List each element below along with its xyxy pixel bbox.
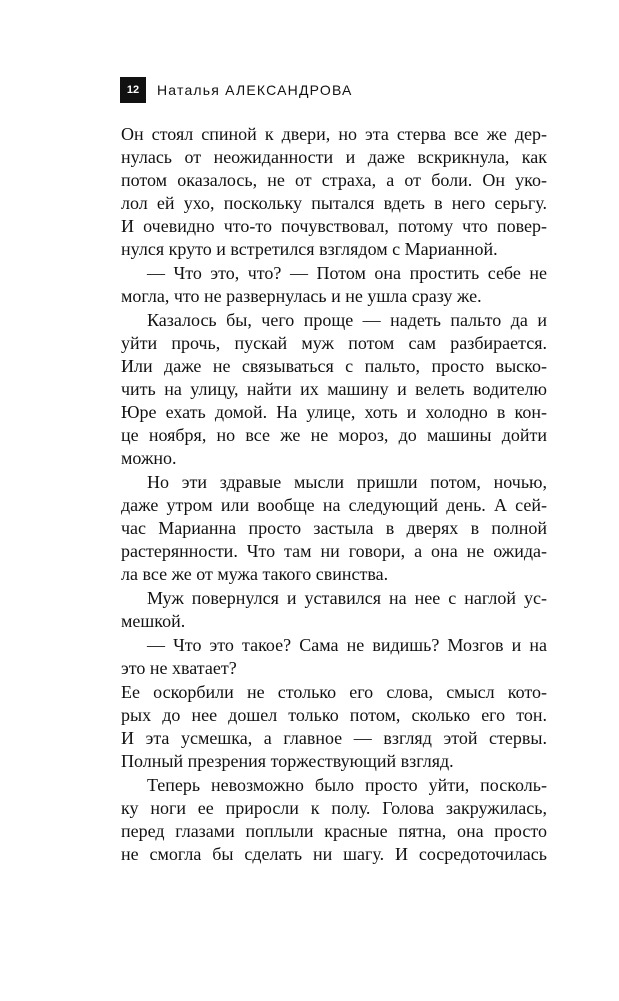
paragraph	[121, 123, 547, 261]
text-line: чить на улицу, найти их машину и велеть водителю	[121, 379, 547, 399]
body-text	[121, 123, 547, 866]
text-line: Но эти здравые мысли пришли потом, ночью,	[147, 472, 547, 492]
paragraph	[121, 587, 547, 633]
text-line: лол ей ухо, поскольку пытался вдеть в него серьгу.	[121, 193, 547, 213]
text-line: це ноября, но все же не мороз, до машины дойти	[121, 425, 547, 445]
text-line: мешкой.	[121, 611, 186, 631]
text-line: Казалось бы, чего проще — надеть пальто да и	[147, 310, 547, 330]
text-line: Юре ехать домой. На улице, хоть и холодно в кон-	[121, 402, 547, 422]
text-line: Теперь невозможно было просто уйти, посколь-	[147, 775, 547, 795]
text-line: даже утром или вообще на следующий день. А сей-	[121, 495, 547, 515]
text-line: — Что это такое? Сама не видишь? Мозгов и на	[147, 635, 547, 655]
paragraph	[121, 774, 547, 866]
text-line: Он стоял спиной к двери, но эта стерва все же дер-	[121, 124, 547, 144]
text-line: Или даже не связываться с пальто, просто выско-	[121, 356, 547, 376]
text-line: час Марианна просто застыла в дверях в полной	[121, 518, 547, 538]
text-line: растерянности. Что там ни говори, а она не ожида-	[121, 541, 547, 561]
text-line: потом оказалось, не от страха, а от боли. Он уко-	[121, 170, 547, 190]
running-title: Наталья АЛЕКСАНДРОВА	[157, 82, 353, 98]
paragraph	[121, 471, 547, 586]
text-line: Ее оскорбили не столько его слова, смысл кото-	[121, 682, 547, 702]
text-line: И эта усмешка, а главное — взгляд этой стервы.	[121, 728, 547, 748]
page-number: 12	[120, 77, 146, 103]
text-line: перед глазами поплыли красные пятна, она просто	[121, 821, 547, 841]
text-line: можно.	[121, 448, 177, 468]
text-line: нулась от неожиданности и даже вскрикнула, как	[121, 147, 547, 167]
paragraph	[121, 262, 547, 308]
text-line: ла все же от мужа такого свинства.	[121, 564, 389, 584]
paragraph	[121, 309, 547, 470]
running-header	[120, 77, 353, 103]
text-line: Муж повернулся и уставился на нее с наглой ус-	[147, 588, 547, 608]
text-line: могла, что не развернулась и не ушла сразу же.	[121, 286, 482, 306]
text-line: ку ноги ее приросли к полу. Голова закружилась,	[121, 798, 547, 818]
paragraph	[121, 681, 547, 773]
text-line: уйти прочь, пускай муж потом сам разбирается.	[121, 333, 547, 353]
text-line: рых до нее дошел только потом, сколько его тон.	[121, 705, 547, 725]
text-line: это не хватает?	[121, 658, 237, 678]
text-line: — Что это, что? — Потом она простить себе не	[147, 263, 547, 283]
text-line: не смогла бы сделать ни шагу. И сосредоточилась	[121, 844, 547, 864]
paragraph	[121, 634, 547, 680]
text-line: Полный презрения торжествующий взгляд.	[121, 751, 454, 771]
text-line: И очевидно что-то почувствовал, потому что повер-	[121, 216, 547, 236]
text-line: нулся круто и встретился взглядом с Марианной.	[121, 239, 498, 259]
